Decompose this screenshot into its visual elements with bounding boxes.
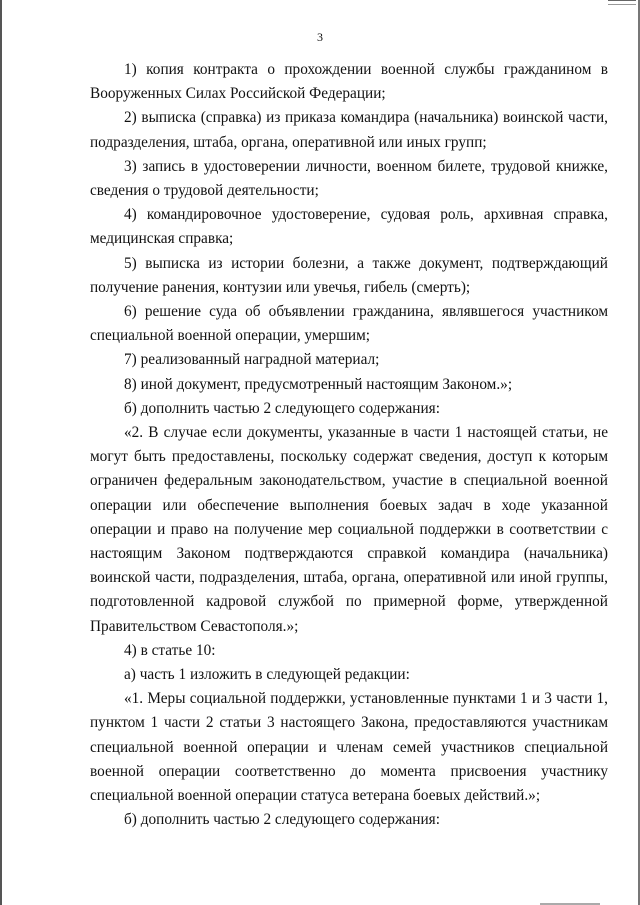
scan-edge-left [0,0,2,905]
scan-mark-top [608,0,636,5]
paragraph-part-2-text: «2. В случае если документы, указанные в части 1 настоящей статьи, не могут быть предоставлены, поскольку содержат сведения, доступ к которым ограничен федеральным законодательством, участие в специальной военной операции или обеспечение выполнения боевых задач в ходе указанной операции и право на получение мер социальной поддержки в соответствии с настоящим Законом подтверждаются справкой командира (начальника) воинской части, подразделения, штаба, органа, оперативной или иной группы, подготовленной кадровой службой по примерной форме, утвержденной Правительством Севастополя.»; [90,424,608,635]
paragraph-amend-b2-heading: б) дополнить частью 2 следующего содержания: [124,811,440,829]
paragraph-item-3: 3) запись в удостоверении личности, военном билете, трудовой книжке, сведения о трудовой деятельности; [90,157,608,200]
paragraph-item-7: 7) реализованный наградной материал; [124,351,380,369]
paragraph-item-6: 6) решение суда об объявлении гражданина, являвшегося участником специальной военной операции, умершим; [90,303,608,345]
document-body [90,58,608,833]
page-number: 3 [317,30,323,44]
paragraph-amend-b-heading: б) дополнить частью 2 следующего содержания: [124,399,440,417]
paragraph-article-10-heading: 4) в статье 10: [124,641,216,659]
paragraph-item-8: 8) иной документ, предусмотренный настоящим Законом.»; [124,375,513,393]
paragraph-item-5: 5) выписка из истории болезни, а также документ, подтверждающий получение ранения, контузии или увечья, гибель (смерть); [90,254,608,296]
paragraph-item-1: 1) копия контракта о прохождении военной службы гражданином в Вооруженных Силах Российской Федерации; [90,61,608,103]
paragraph-item-4: 4) командировочное удостоверение, судовая роль, архивная справка, медицинская справка; [90,206,608,248]
paragraph-amend-a-heading: а) часть 1 изложить в следующей редакции: [124,666,410,684]
paragraph-part-1-text: «1. Меры социальной поддержки, установленные пунктами 1 и 3 части 1, пунктом 1 части 2 статьи 3 настоящего Закона, предоставляются участникам специальной военной операции и членам семей участников специальной военной операции соответственно до момента присвоения участнику специальной военной операции статуса ветерана боевых действий.»; [90,690,608,805]
paragraph-item-2: 2) выписка (справка) из приказа командира (начальника) воинской части, подразделения, штаба, органа, оперативной или иных групп; [90,109,608,151]
